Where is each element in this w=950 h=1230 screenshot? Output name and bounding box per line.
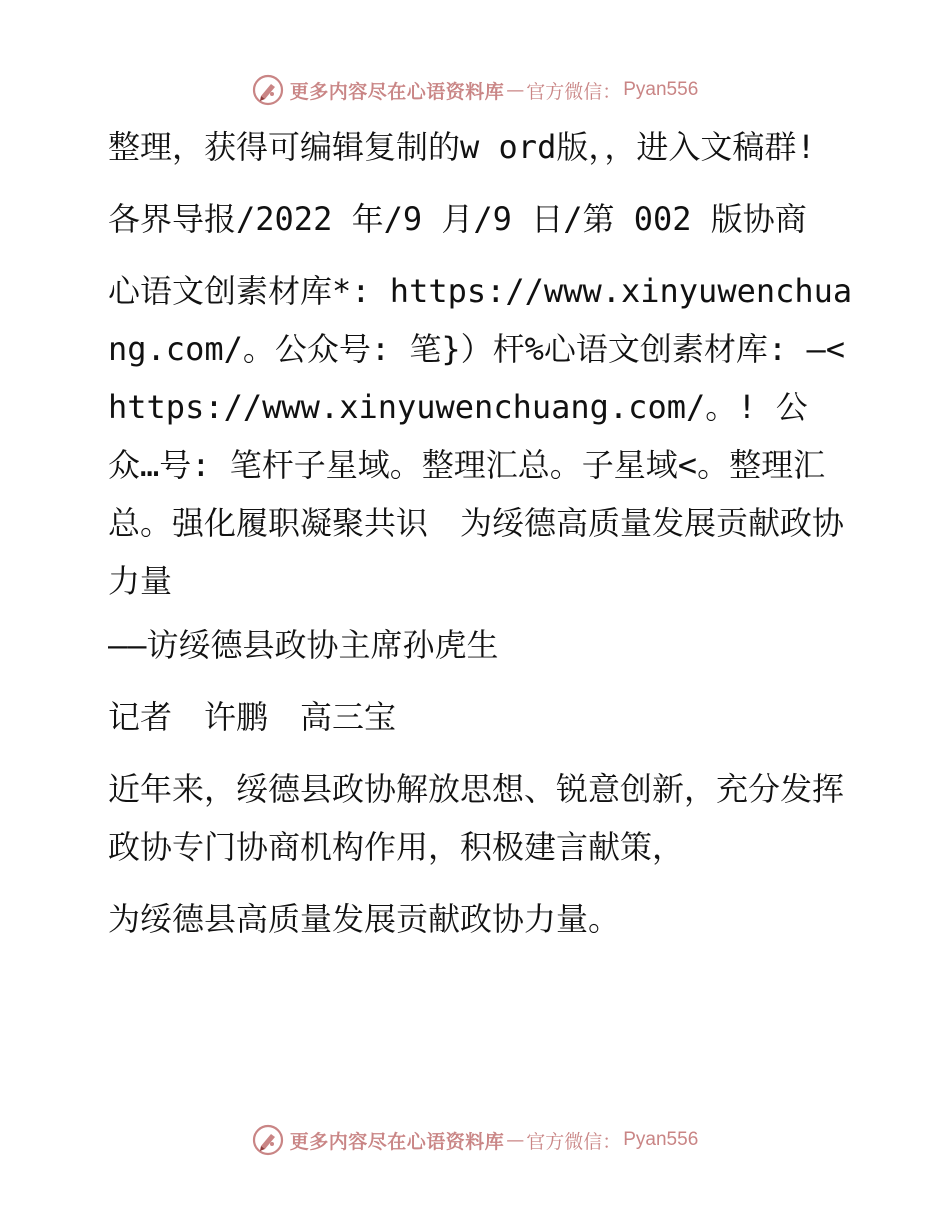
watermark-wechat-label: 官方微信：	[526, 80, 622, 103]
watermark-wechat-id: Pyan556	[623, 79, 699, 100]
paragraph-body-1: 近年来，绥德县政协解放思想、锐意创新，充分发挥政协专门协商机构作用，积极建言献策，	[108, 770, 845, 866]
watermark-text: 更多内容尽在心语资料库	[289, 80, 505, 103]
watermark-dash: —	[506, 79, 525, 101]
paragraph-subtitle: ——访绥德县政协主席孙虎生	[108, 626, 499, 664]
watermark-wechat-label: 官方微信：	[526, 1130, 622, 1153]
watermark-dash: —	[506, 1129, 525, 1151]
pen-logo-icon	[252, 74, 284, 106]
watermark-wechat-id: Pyan556	[623, 1129, 699, 1150]
document-body	[96, 118, 856, 948]
paragraph-intro: 整理，获得可编辑复制的w ord版，，进入文稿群!	[108, 128, 816, 166]
watermark-banner-top	[0, 70, 950, 110]
pen-logo-icon	[252, 1124, 284, 1156]
paragraph-main: 心语文创素材库*: https://www.xinyuwenchuang.com/。公众号: 笔}）杆%心语文创素材库: —<https://www.xinyuwenchuang.com/。! 公众…号: 笔杆子星域。整理汇总。子星域<。整理汇总。强化履职凝聚共识 为绥德高质量发展贡献政协力量	[108, 272, 853, 600]
paragraph-reporters: 记者 许鹏 高三宝	[108, 698, 397, 736]
watermark-banner-bottom	[0, 1120, 950, 1160]
paragraph-source: 各界导报/2022 年/9 月/9 日/第 002 版协商	[108, 200, 807, 238]
paragraph-body-2: 为绥德县高质量发展贡献政协力量。	[108, 900, 621, 938]
watermark-text: 更多内容尽在心语资料库	[289, 1130, 505, 1153]
